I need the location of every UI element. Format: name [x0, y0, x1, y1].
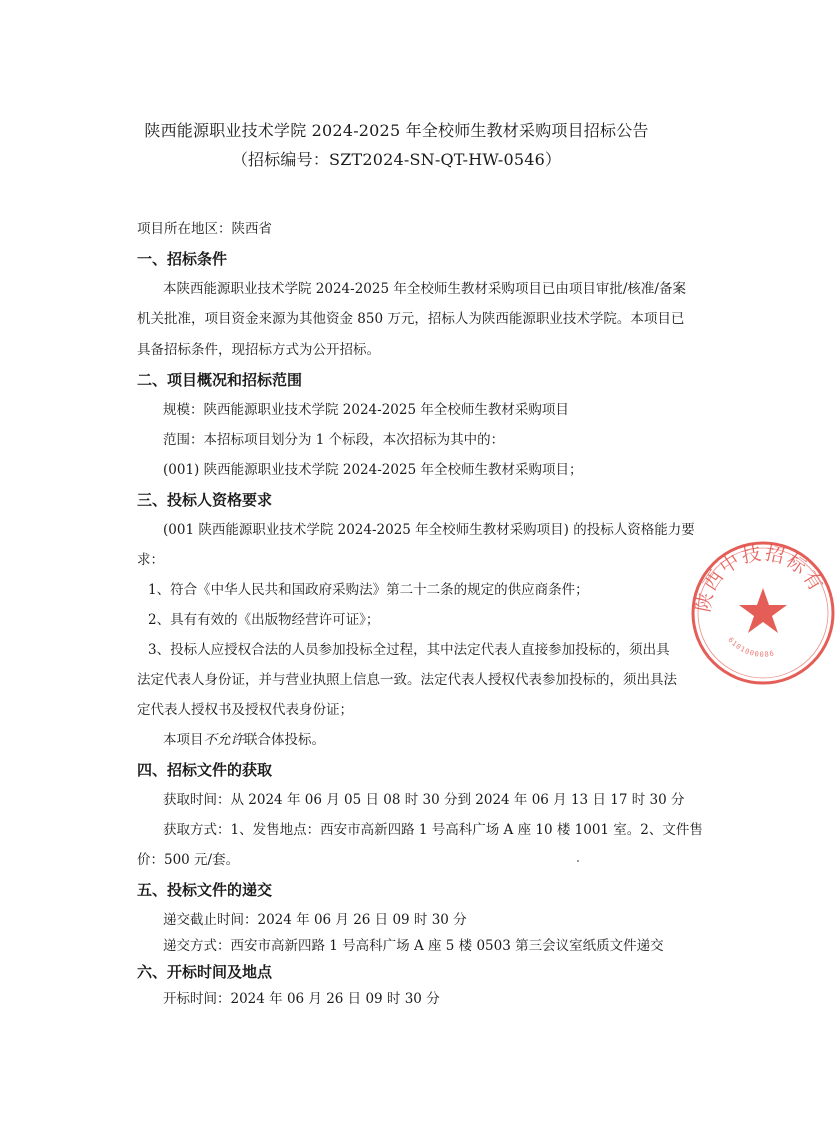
- seal-code: [726, 636, 775, 659]
- paragraph-line: 递交方式：西安市高新四路 1 号高科广场 A 座 5 楼 0503 第三会议室纸质文件递交: [163, 938, 664, 954]
- section-heading-1: 一、招标条件: [137, 250, 228, 268]
- paragraph-line: 价：500 元/套。: [137, 852, 240, 868]
- tender-number: （招标编号：SZT2024-SN-QT-HW-0546）: [231, 150, 562, 169]
- paragraph-line: 本陕西能源职业技术学院 2024-2025 年全校师生教材采购项目已由项目审批/核准/备案: [163, 281, 686, 297]
- section-heading-5: 五、投标文件的递交: [137, 881, 273, 899]
- official-seal-stamp: [688, 538, 838, 688]
- section-heading-6: 六、开标时间及地点: [137, 963, 273, 981]
- consortium-note: [163, 730, 325, 750]
- document-title: 陕西能源职业技术学院 2024-2025 年全校师生教材采购项目招标公告: [144, 121, 649, 140]
- seal-text-path: 陕西中技招标有: [692, 542, 828, 614]
- project-region: 项目所在地区：陕西省: [137, 221, 272, 237]
- paragraph-line: 3、投标人应授权合法的人员参加投标全过程，其中法定代表人直接参加投标的，须出具: [148, 642, 670, 658]
- consortium-note-suffix: 联合体投标。: [244, 732, 325, 748]
- paragraph-line: 范围：本招标项目划分为 1 个标段，本次招标为其中的：: [163, 432, 505, 448]
- paragraph-line: 具备招标条件，现招标方式为公开招标。: [137, 342, 380, 358]
- paragraph-line: 机关批准，项目资金来源为其他资金 850 万元，招标人为陕西能源职业技术学院。本项目已: [137, 311, 685, 327]
- consortium-note-prefix: 本项目: [163, 732, 204, 748]
- scan-speck: [577, 860, 579, 862]
- paragraph-line: (001 陕西能源职业技术学院 2024-2025 年全校师生教材采购项目) 的投标人资格能力要: [163, 522, 695, 538]
- paragraph-line: 法定代表人身份证，并与营业执照上信息一致。法定代表人授权代表参加投标的，须出具法: [137, 672, 677, 688]
- seal-star-icon: [739, 588, 787, 633]
- section-heading-3: 三、投标人资格要求: [137, 491, 273, 509]
- paragraph-line: 定代表人授权书及授权代表身份证；: [137, 702, 353, 718]
- consortium-note-emphasis: 不允许: [203, 732, 244, 748]
- paragraph-line: (001) 陕西能源职业技术学院 2024-2025 年全校师生教材采购项目；: [163, 462, 583, 478]
- paragraph-line: 获取时间：从 2024 年 06 月 05 日 08 时 30 分到 2024 年 06 月 13 日 17 时 30 分: [163, 792, 685, 808]
- paragraph-line: 递交截止时间：2024 年 06 月 26 日 09 时 30 分: [163, 912, 467, 928]
- paragraph-line: 2、具有有效的《出版物经营许可证》；: [148, 612, 380, 628]
- paragraph-line: 规模：陕西能源职业技术学院 2024-2025 年全校师生教材采购项目: [163, 402, 569, 418]
- section-heading-4: 四、招标文件的获取: [137, 761, 273, 779]
- paragraph-line: 开标时间：2024 年 06 月 26 日 09 时 30 分: [163, 991, 440, 1007]
- paragraph-line: 获取方式：1、发售地点：西安市高新四路 1 号高科广场 A 座 10 楼 1001 室。2、文件售: [163, 822, 703, 838]
- paragraph-line: 1、符合《中华人民共和国政府采购法》第二十二条的规定的供应商条件；: [148, 582, 589, 598]
- paragraph-line: 求：: [137, 552, 164, 568]
- section-heading-2: 二、项目概况和招标范围: [137, 371, 303, 389]
- seal-code-path: 6101000086: [726, 635, 776, 659]
